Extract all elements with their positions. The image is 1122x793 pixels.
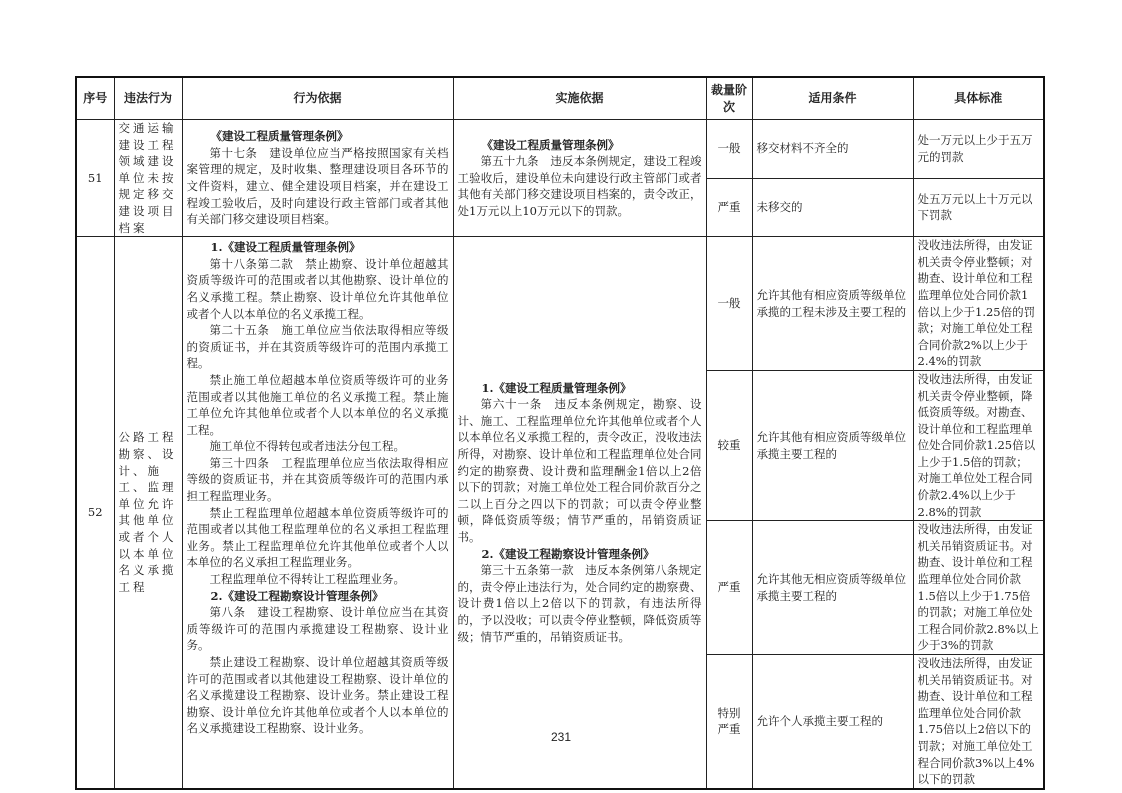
penalty-discretion-table	[75, 76, 1045, 790]
row-impl	[453, 237, 706, 789]
condition: 未移交的	[752, 178, 913, 237]
header-standard: 具体标准	[913, 77, 1044, 120]
header-condition: 适用条件	[752, 77, 913, 120]
law-paragraph: 禁止建设工程勘察、设计单位超越其资质等级许可的范围或者以其他建设工程勘察、设计单位的名义承揽建设工程勘察、设计业务。禁止建设工程勘察、设计单位允许其他单位或者个人以本单位的名义承揽建设工程勘察、设计业务。	[186, 655, 449, 736]
level: 较重	[706, 370, 752, 520]
standard: 没收违法所得，由发证机关吊销资质证书。对勘查、设计单位和工程监理单位处合同价款1.5倍以上少于1.75倍的罚款；对施工单位处工程合同价款2.8%以上少于3%的罚款	[913, 521, 1044, 655]
row-violation: 公路工程勘察、设计、施工、监理单位允许其他单位或者个人以本单位名义承揽工程	[114, 237, 182, 789]
law-paragraph: 禁止施工单位超越本单位资质等级许可的业务范围或者以其他施工单位的名义承揽工程。禁止施工单位允许其他单位或者个人以本单位的名义承揽工程。	[186, 372, 449, 437]
row-basis	[182, 237, 453, 789]
law-paragraph: 第三十五条第一款 违反本条例第八条规定的，责令停止违法行为，处合同约定的勘察费、设计费1倍以上2倍以下的罚款，有违法所得的，予以没收；可以责令停业整顿，降低资质等级；情节严重的，吊销资质证书。	[457, 563, 702, 644]
law-title: 《建设工程质量管理条例》	[210, 129, 349, 144]
header-level: 裁量阶次	[706, 77, 752, 120]
level: 严重	[706, 178, 752, 237]
table-row	[76, 120, 1044, 179]
row-no: 51	[76, 120, 114, 237]
condition: 允许其他有相应资质等级单位承揽主要工程的	[752, 370, 913, 520]
condition: 移交材料不齐全的	[752, 120, 913, 179]
standard: 没收违法所得，由发证机关责令停业整顿；对勘查、设计单位和工程监理单位处合同价款1倍以上少于1.25倍的罚款；对施工单位处工程合同价款2%以上少于2.4%的罚款	[913, 237, 1044, 371]
level: 特别严重	[706, 655, 752, 789]
law-title: 《建设工程质量管理条例》	[481, 137, 620, 152]
level: 一般	[706, 237, 752, 371]
standard: 没收违法所得，由发证机关吊销资质证书。对勘查、设计单位和工程监理单位处合同价款1.75倍以上2倍以下的罚款；对施工单位处工程合同价款3%以上4%以下的罚款	[913, 655, 1044, 789]
row-violation: 交通运输建设工程领域建设单位未按规定移交建设项目档案	[114, 120, 182, 237]
law-paragraph: 施工单位不得转包或者违法分包工程。	[209, 439, 405, 454]
standard: 处五万元以上十万元以下罚款	[913, 178, 1044, 237]
law-paragraph: 第十八条第二款 禁止勘察、设计单位超越其资质等级许可的范围或者以其他勘察、设计单位的名义承揽工程。禁止勘察、设计单位允许其他单位或者个人以本单位的名义承揽工程。	[186, 256, 449, 321]
row-impl	[453, 120, 706, 237]
law-paragraph: 第三十四条 工程监理单位应当依法取得相应等级的资质证书，并在其资质等级许可的范围内承担工程监理业务。	[186, 455, 449, 504]
law-paragraph: 工程监理单位不得转让工程监理业务。	[209, 572, 405, 587]
standard: 没收违法所得，由发证机关责令停业整顿，降低资质等级。对勘查、设计单位和工程监理单位处合同价款1.25倍以上少于1.5倍的罚款；对施工单位处工程合同价款2.4%以上少于2.8%的罚款	[913, 370, 1044, 520]
standard: 处一万元以上少于五万元的罚款	[913, 120, 1044, 179]
condition: 允许个人承揽主要工程的	[752, 655, 913, 789]
header-basis: 行为依据	[182, 77, 453, 120]
table-row	[76, 237, 1044, 371]
law-paragraph: 第十七条 建设单位应当严格按照国家有关档案管理的规定，及时收集、整理建设项目各环节的文件资料，建立、健全建设项目档案，并在建设工程竣工验收后，及时向建设行政主管部门或者其他有关部门移交建设项目档案。	[186, 145, 449, 227]
condition: 允许其他无相应资质等级单位承揽主要工程的	[752, 521, 913, 655]
law-paragraph: 第五十九条 违反本条例规定，建设工程竣工验收后，建设单位未向建设行政主管部门或者其他有关部门移交建设项目档案的，责令改正，处1万元以上10万元以下的罚款。	[457, 154, 702, 218]
table-header-row	[76, 77, 1044, 120]
law-paragraph: 第八条 建设工程勘察、设计单位应当在其资质等级许可的范围内承揽建设工程勘察、设计业务。	[186, 605, 449, 653]
row-basis	[182, 120, 453, 237]
law-title: 1.《建设工程质量管理条例》	[210, 240, 361, 255]
level: 严重	[706, 521, 752, 655]
header-no: 序号	[76, 77, 114, 120]
condition: 允许其他有相应资质等级单位承揽的工程未涉及主要工程的	[752, 237, 913, 371]
law-paragraph: 第二十五条 施工单位应当依法取得相应等级的资质证书，并在其资质等级许可的范围内承揽工程。	[186, 323, 449, 371]
header-impl: 实施依据	[453, 77, 706, 120]
page-number: 231	[550, 730, 572, 744]
law-title: 2.《建设工程勘察设计管理条例》	[481, 546, 655, 561]
law-title: 2.《建设工程勘察设计管理条例》	[210, 588, 384, 603]
row-no: 52	[76, 237, 114, 789]
header-violation: 违法行为	[114, 77, 182, 120]
law-title: 1.《建设工程质量管理条例》	[481, 380, 632, 395]
level: 一般	[706, 120, 752, 179]
law-paragraph: 禁止工程监理单位超越本单位资质等级许可的范围或者以其他工程监理单位的名义承担工程监理业务。禁止工程监理单位允许其他单位或者个人以本单位的名义承担工程监理业务。	[186, 505, 449, 570]
law-paragraph: 第六十一条 违反本条例规定，勘察、设计、施工、工程监理单位允许其他单位或者个人以本单位名义承揽工程的，责令改正，没收违法所得，对勘察、设计单位和工程监理单位处合同约定的勘察费、设计费和监理酬金1倍以上2倍以下的罚款；对施工单位处工程合同价款百分之二以上百分之四以下的罚款；可以责令停业整顿，降低资质等级；情节严重的，吊销资质证书。	[457, 397, 702, 545]
